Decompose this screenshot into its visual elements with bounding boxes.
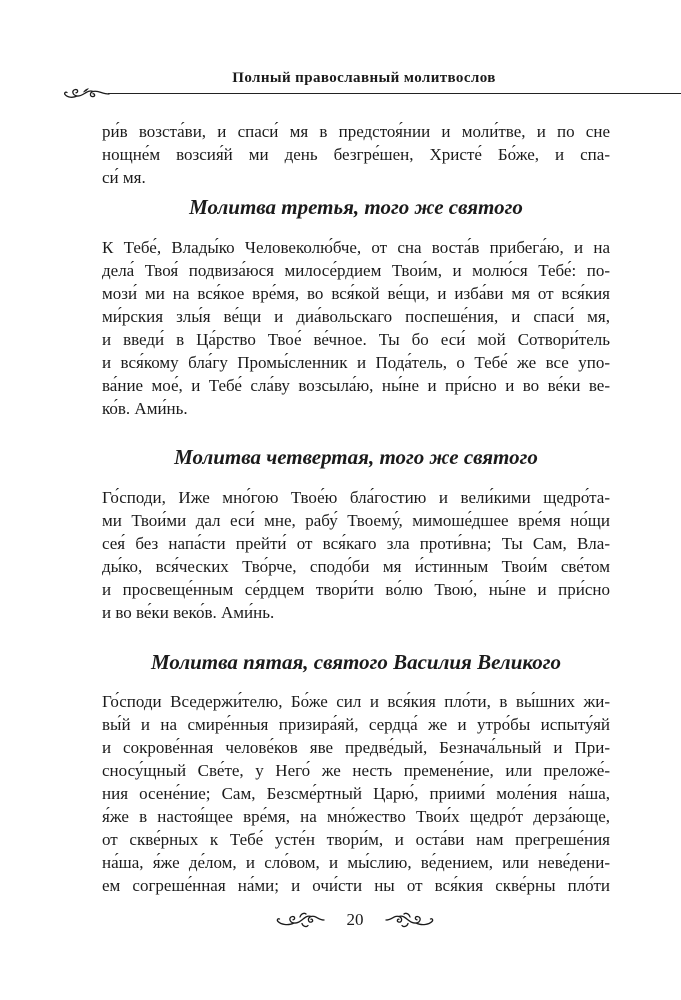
- header-flourish-icon: [62, 85, 110, 101]
- running-title: Полный православный молитвослов: [232, 70, 496, 86]
- footer-flourish-right-icon: [384, 911, 436, 929]
- text-line: и введи́ в Ца́рство Твое́ ве́чное. Ты бо еси́ мой Сотвори́тель: [102, 330, 610, 349]
- prayer-heading: Молитва пятая, святого Василия Великого: [151, 650, 561, 674]
- text-line: ем согреше́нная на́ми; и очи́сти ны от вся́кия скве́рны пло́ти: [102, 876, 610, 895]
- text-line: от скве́рных к Тебе́ усте́н твори́м, и оста́ви нам прегреше́ния: [102, 830, 610, 849]
- continuation-paragraph: [102, 120, 610, 189]
- text-line: Го́споди Вседержи́телю, Бо́же сил и вся́кия пло́ти, в вы́шних жи-: [102, 692, 610, 711]
- page-number: 20: [346, 910, 364, 929]
- text-line: вы́й и на смире́нныя призира́яй, сердца́ же и утро́бы испыту́яй: [102, 715, 610, 734]
- prayer-paragraph: [102, 690, 610, 897]
- text-line: К Тебе́, Влады́ко Человеколю́бче, от сна воста́в прибега́ю, и на: [102, 238, 610, 257]
- text-line: и просвеще́нным се́рдцем твори́ти во́лю Твою́, ны́не и при́сно: [102, 580, 610, 599]
- text-line: сносу́щный Све́те, у Него́ же несть премене́ние, или преложе́-: [102, 761, 610, 780]
- text-line: Го́споди, Иже мно́гою Твое́ю бла́гостию и вели́кими щедро́та-: [102, 488, 610, 507]
- text-line: дела́ Твоя́ подвиза́юся милосе́рдием Твои́м, и молю́ся Тебе́: по-: [102, 261, 610, 280]
- text-line: ми Твои́ми дал еси́ мне, рабу́ Твоему́, мимоше́дшее вре́мя но́щи: [102, 511, 610, 530]
- prayer-heading: Молитва третья, того же святого: [189, 195, 523, 219]
- text-line: ды́ко, вся́ческих Тво́рче, сподо́би мя и́стинным Твои́м све́том: [102, 557, 610, 576]
- text-line: ми́рския злы́я ве́щи и диа́вольскаго поспеше́ния, и спаси́ мя,: [102, 307, 610, 326]
- text-line: на́ша, я́же де́лом, и сло́вом, и мы́слию, ве́дением, или неве́дени-: [102, 853, 610, 872]
- prayer-paragraph: [102, 486, 610, 624]
- text-line: и во ве́ки веко́в. Ами́нь.: [102, 603, 275, 622]
- text-line: мози́ ми на вся́кое вре́мя, во вся́кой ве́щи, и изба́ви мя от вся́кия: [102, 284, 610, 303]
- text-line: сея́ без напа́сти прейти́ от вся́каго зла проти́вна; Ты Сам, Вла-: [102, 534, 610, 553]
- text-line: си́ мя.: [102, 168, 146, 187]
- text-line: и сокрове́нная челове́ков яве предве́дый, Безнача́льный и При-: [102, 738, 610, 757]
- prayer-paragraph: [102, 236, 610, 420]
- footer-flourish-left-icon: [274, 911, 326, 929]
- text-line: нощне́м возсия́й ми день безгре́шен, Христе́ Бо́же, и спа-: [102, 145, 610, 164]
- header-rule: [108, 93, 681, 94]
- text-line: ри́в возста́ви, и спаси́ мя в предстоя́нии и моли́тве, и по сне: [102, 122, 610, 141]
- text-line: и вся́кому бла́гу Промы́сленник и Пода́тель, о Тебе́ же все упо-: [102, 353, 610, 372]
- prayer-heading: Молитва четвертая, того же святого: [174, 445, 538, 469]
- text-line: ва́ние мое́, и Тебе́ сла́ву возсыла́ю, ны́не и при́сно и во ве́ки ве-: [102, 376, 610, 395]
- text-line: ния осене́ние; Сам, Безсме́ртный Царю́, приими́ моле́ния на́ша,: [102, 784, 610, 803]
- text-line: ко́в. Ами́нь.: [102, 399, 188, 418]
- text-line: я́же в настоя́щее вре́мя, на мно́жество Твои́х щедро́т дерза́юще,: [102, 807, 610, 826]
